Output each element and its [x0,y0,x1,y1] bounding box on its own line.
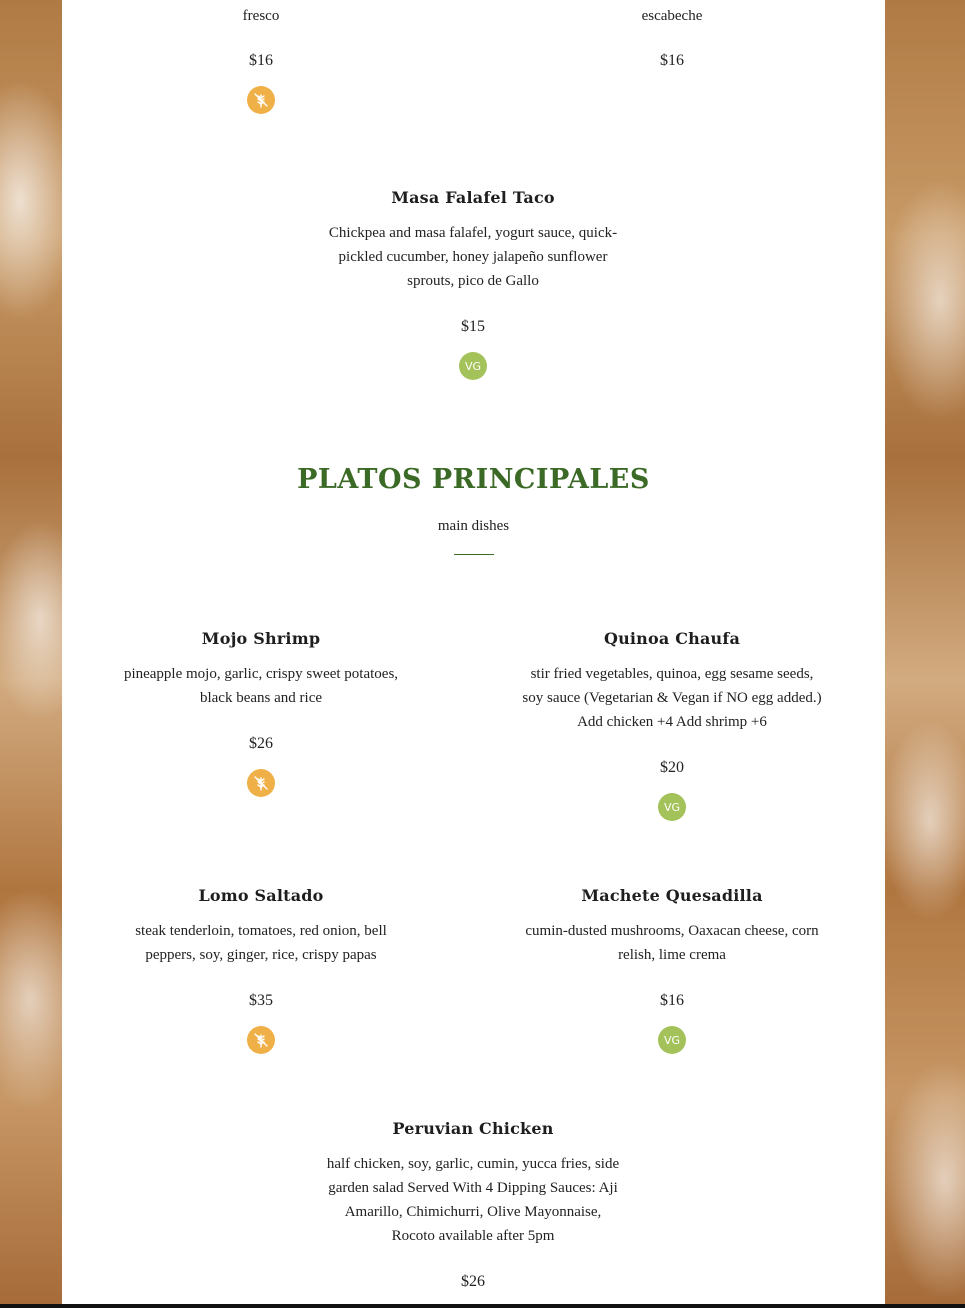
item-name: Machete Quesadilla [581,886,763,905]
bottom-edge [0,1304,965,1308]
section-divider [454,554,494,555]
item-price: $15 [461,318,485,335]
menu-item-peruvian-chicken [308,1119,638,1291]
vegan-badge: VG [459,352,487,380]
item-name: Mojo Shrimp [201,629,321,648]
item-name: Masa Falafel Taco [391,188,555,207]
gluten-free-icon [247,769,275,797]
section-title: PLATOS PRINCIPALES [297,464,650,495]
gluten-free-icon [247,86,275,114]
menu-item-masa-falafel-taco [308,188,638,380]
menu-item-lomo-saltado [96,886,426,1054]
menu-item-quinoa-chaufa [507,629,837,821]
vegan-badge: VG [658,1026,686,1054]
item-price: $16 [660,52,684,69]
item-name: Quinoa Chaufa [603,629,741,648]
item-description: half chicken, soy, garlic, cumin, yucca fries, side garden salad Served With 4 Dipping Sauces: Aji Amarillo, Chimichurri, Olive Mayonnaise, Rocoto available after 5pm [326,1156,620,1244]
section-subtitle: main dishes [437,518,510,534]
item-price: $26 [461,1273,485,1290]
item-price: $20 [660,759,684,776]
vegan-badge: VG [658,793,686,821]
item-price: $16 [660,992,684,1009]
item-description: fresco [242,8,280,24]
item-description: stir fried vegetables, quinoa, egg sesame seeds, soy sauce (Vegetarian & Vegan if NO egg added.) Add chicken +4 Add shrimp +6 [522,666,822,730]
item-description: steak tenderloin, tomatoes, red onion, bell peppers, soy, ginger, rice, crispy papas [135,923,387,963]
menu-item-top-left [96,0,426,114]
item-description: escabeche [641,8,703,24]
item-price: $35 [249,992,273,1009]
item-price: $16 [249,52,273,69]
item-price: $26 [249,735,273,752]
menu-item-top-right [507,0,837,70]
item-description: pineapple mojo, garlic, crispy sweet potatoes, black beans and rice [123,666,399,706]
item-description: Chickpea and masa falafel, yogurt sauce, quick-pickled cucumber, honey jalapeño sunflower sprouts, pico de Gallo [328,225,618,289]
item-name: Lomo Saltado [198,886,324,905]
menu-item-mojo-shrimp [96,629,426,797]
gluten-free-icon [247,1026,275,1054]
item-description: cumin-dusted mushrooms, Oaxacan cheese, corn relish, lime crema [525,923,819,963]
menu-item-machete-quesadilla [507,886,837,1054]
item-name: Peruvian Chicken [392,1119,554,1138]
